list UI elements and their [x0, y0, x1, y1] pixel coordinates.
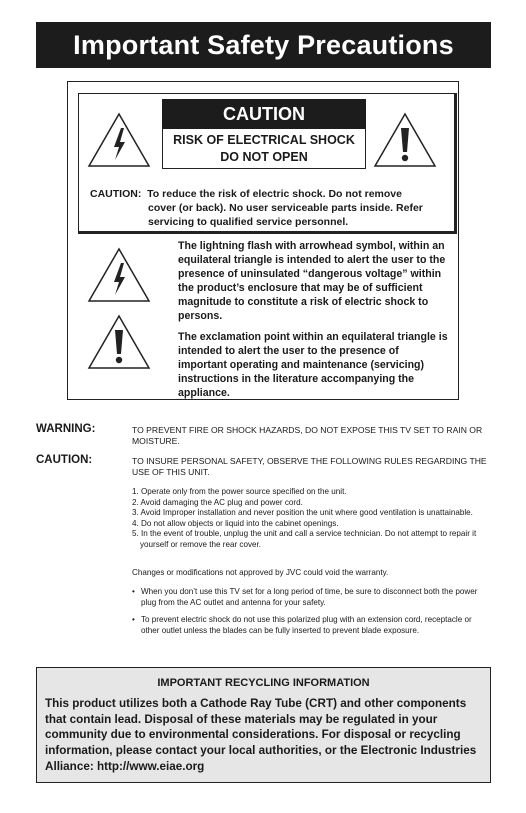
risk-of-shock-label [162, 129, 366, 169]
caution-text-line-1: To reduce the risk of electric shock. Do not remove [147, 188, 402, 200]
safety-rules-list [132, 487, 487, 551]
risk-line-2: DO NOT OPEN [220, 150, 308, 164]
warranty-note: Changes or modifications not approved by JVC could void the warranty. [132, 568, 389, 577]
caution-label: CAUTION: [36, 454, 93, 466]
list-item: 3. Avoid Improper installation and never position the unit where good ventilation is unattainable. [132, 508, 473, 518]
recycling-info-box [36, 667, 491, 783]
warning-text: TO PREVENT FIRE OR SHOCK HAZARDS, DO NOT EXPOSE THIS TV SET TO RAIN OR MOISTURE. [132, 425, 483, 446]
caution-instruction [90, 187, 450, 229]
recycling-title: IMPORTANT RECYCLING INFORMATION [157, 677, 370, 689]
page-title: Important Safety Precautions [36, 22, 491, 68]
lightning-symbol-description: The lightning flash with arrowhead symbol, within an equilateral triangle is intended to alert the user to the presence of uninsulated “dangerous voltage” within the product’s enclosure that may be of sufficient magnitude to constitute a risk of electric shock to persons. [178, 240, 446, 322]
list-item: 1. Operate only from the power source specified on the unit. [132, 487, 347, 496]
caution-text: TO INSURE PERSONAL SAFETY, OBSERVE THE FOLLOWING RULES REGARDING THE USE OF THIS UNIT. [132, 456, 487, 477]
exclamation-symbol-description: The exclamation point within an equilateral triangle is intended to alert the user to the presence of important operating and maintenance (servicing) instructions in the literature accompanying the appliance. [178, 331, 448, 399]
exclamation-symbol-icon [87, 314, 151, 370]
lightning-warning-icon [87, 112, 151, 168]
caution-text-line-2: cover (or back). No user serviceable parts inside. Refer [148, 202, 423, 214]
caution-text-line-3: servicing to qualified service personnel. [148, 216, 349, 228]
bullet-text: When you don’t use this TV set for a long period of time, be sure to disconnect both the power plug from the AC outlet and antenna for your safety. [141, 587, 478, 607]
lightning-symbol-icon [87, 247, 151, 303]
recycling-body: This product utilizes both a Cathode Ray Tube (CRT) and other components that contain lead. Disposal of these materials may be regulated in your community due to environmental considerations. For disposal or recycling information, please contact your local authorities, or the Electronic Industries Alliance: http://www.eiae.org [45, 697, 477, 773]
list-item: 2. Avoid damaging the AC plug and power cord. [132, 497, 303, 507]
exclamation-warning-icon [373, 112, 437, 168]
warning-label: WARNING: [36, 423, 96, 435]
risk-line-1: RISK OF ELECTRICAL SHOCK [173, 133, 355, 147]
caution-inline-label: CAUTION: [90, 188, 142, 200]
list-item [132, 587, 487, 608]
bullet-glyph: • [132, 615, 135, 624]
bullet-text: To prevent electric shock do not use this polarized plug with an extension cord, receptacle or other outlet unless the blades can be fully inserted to prevent blade exposure. [141, 615, 472, 635]
list-item [132, 615, 487, 636]
list-item: 5. In the event of trouble, unplug the unit and call a service technician. Do not attempt to repair it yourself or remove the rear cover. [132, 529, 477, 549]
caution-header: CAUTION [162, 99, 366, 129]
bullet-glyph: • [132, 587, 135, 596]
list-item: 4. Do not allow objects or liquid into the cabinet openings. [132, 518, 339, 528]
